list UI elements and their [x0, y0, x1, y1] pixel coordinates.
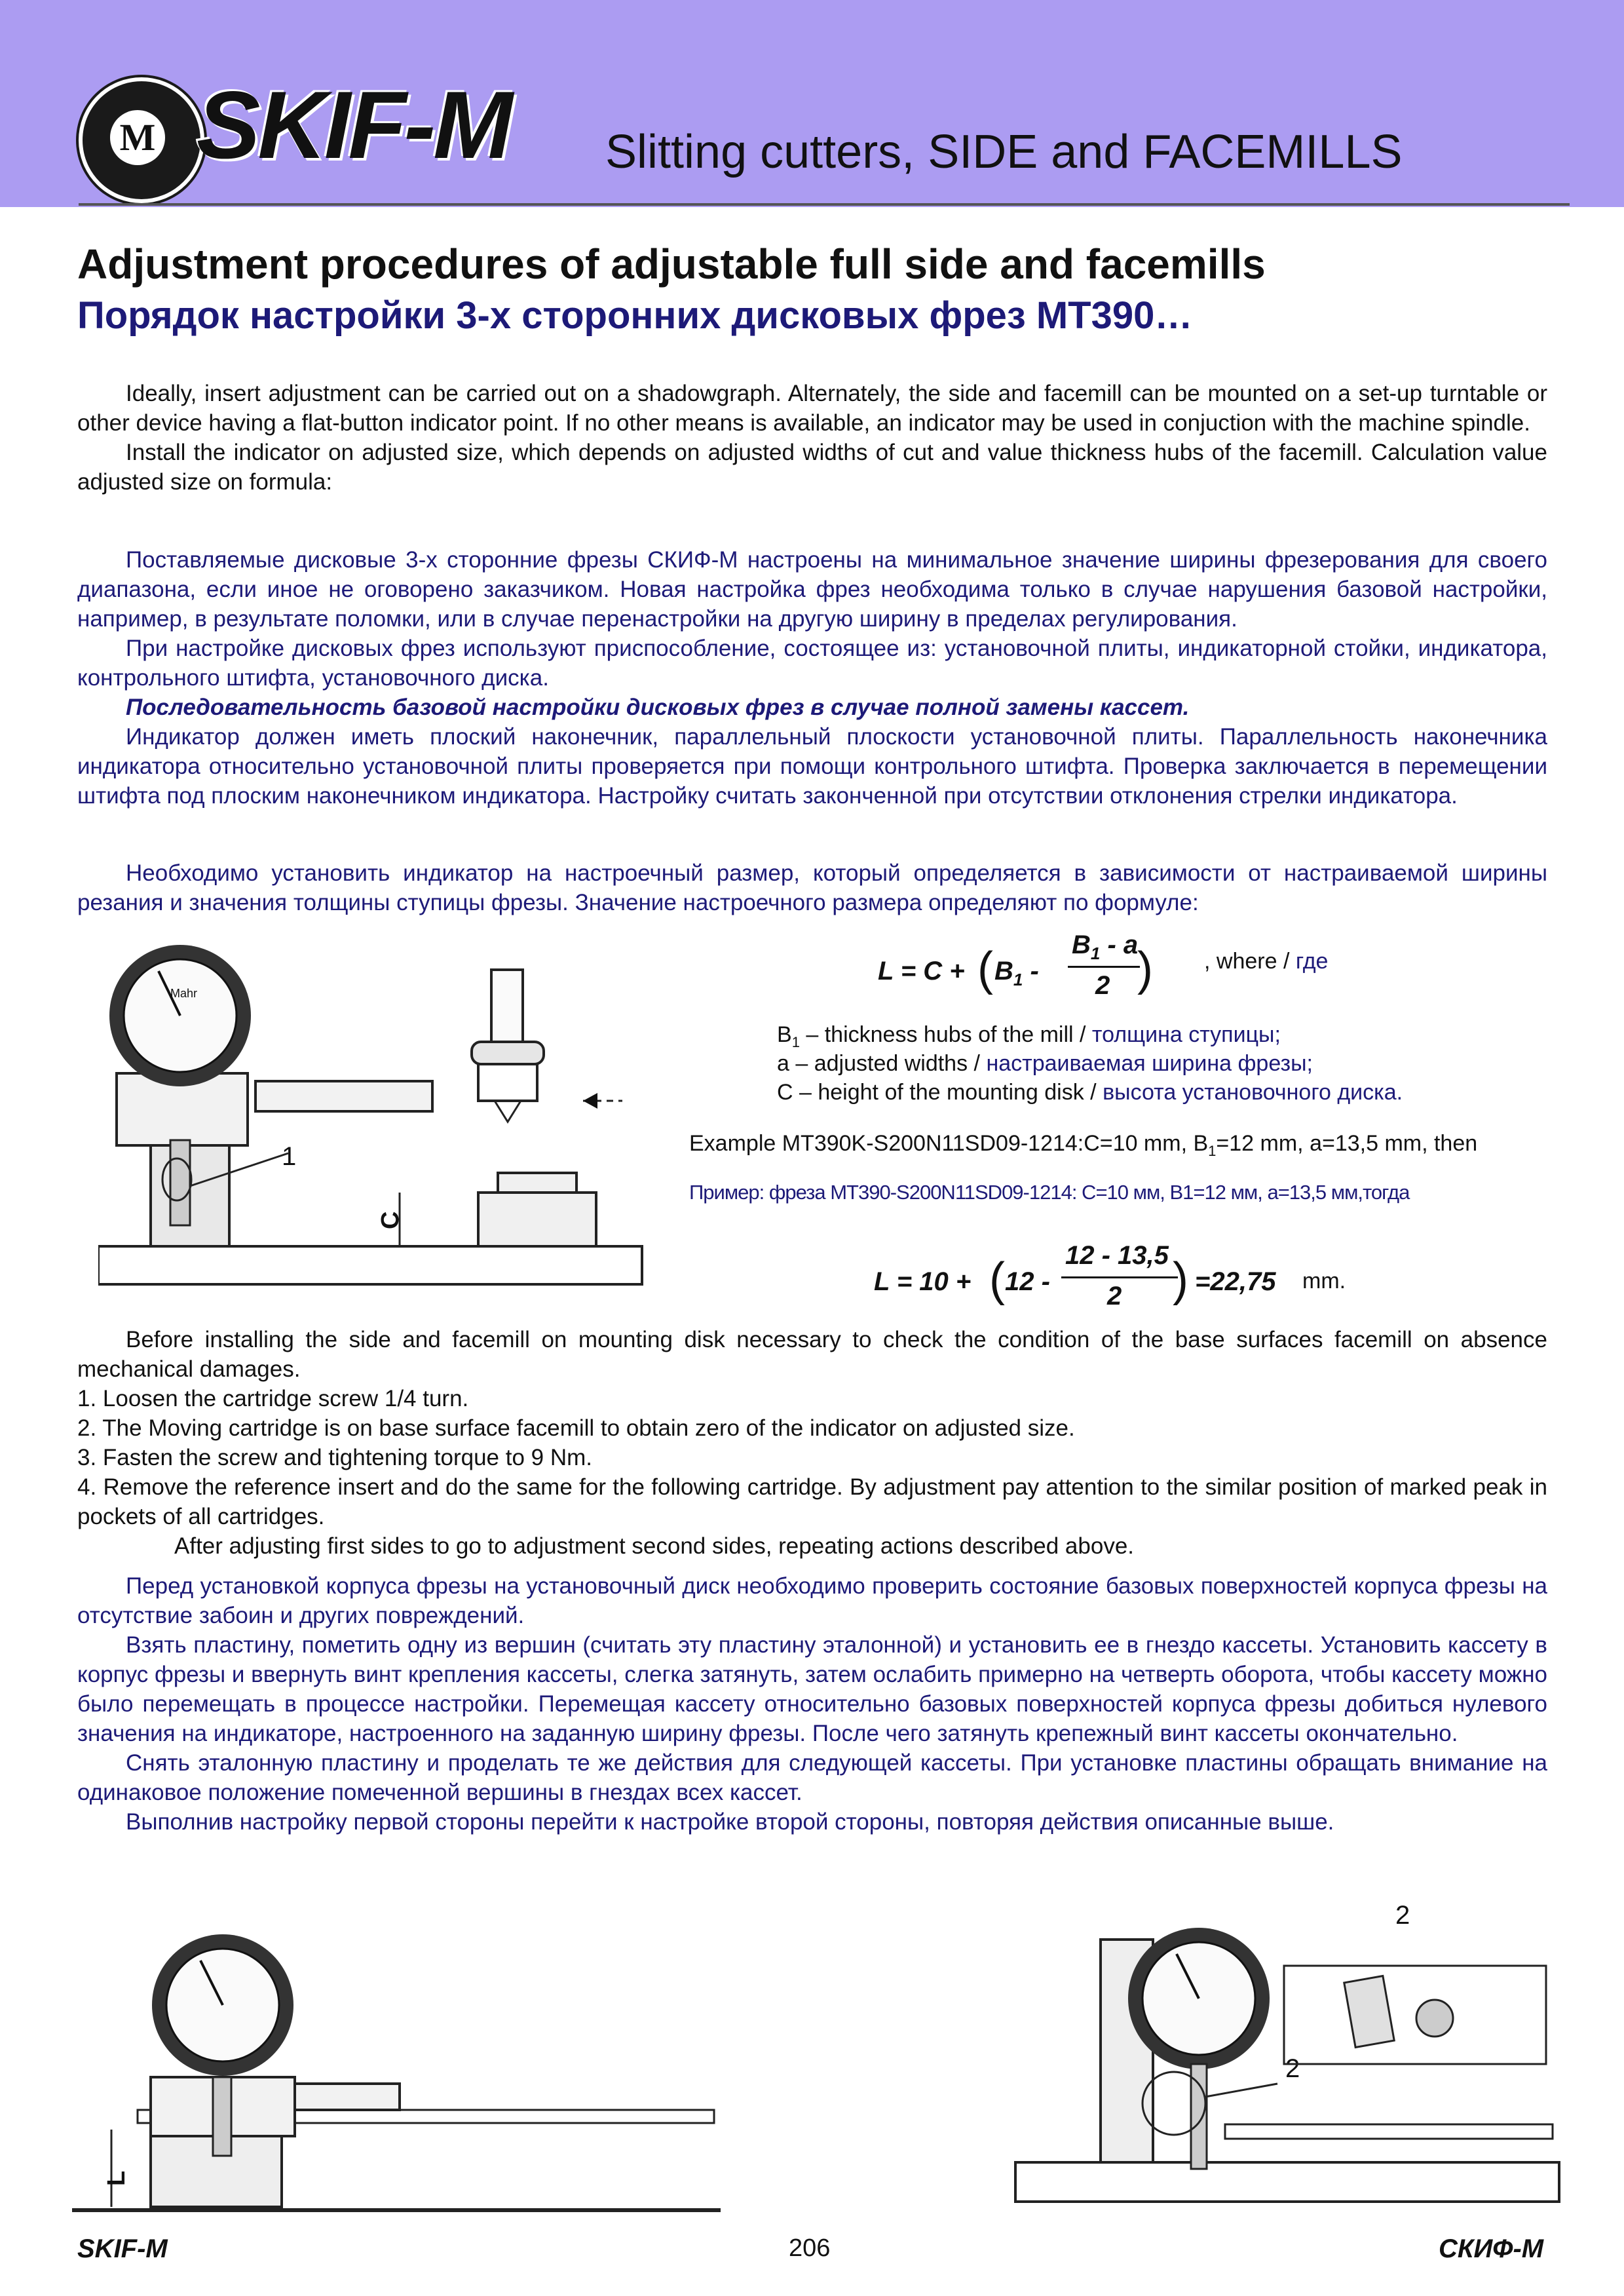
formula-num-sub: 1 — [1090, 944, 1101, 963]
page-title-ru: Порядок настройки 3-х сторонних дисковых фрез MT390… — [77, 294, 1193, 337]
spindle-collar — [472, 1042, 544, 1064]
intro-en-paragraph: Install the indicator on adjusted size, which depends on adjusted widths of cut and value thickness hubs of the facemill. Calculation value adjusted size on formula: — [77, 440, 1547, 495]
example-formula-lhs: L = 10 + — [874, 1267, 972, 1296]
arrow-head — [583, 1093, 597, 1109]
step-item: 4. Remove the reference insert and do the same for the following cartridge. By adjustment pay attention to the similar position of marked peak in pockets of all cartridges. — [77, 1474, 1547, 1529]
definition-ru: высота установочного диска. — [1103, 1080, 1403, 1105]
definition-symbol: B — [777, 1022, 792, 1047]
dimension-c-label: C — [377, 1211, 404, 1229]
steps-en-outro: After adjusting first sides to go to adjustment second sides, repeating actions described above. — [174, 1533, 1135, 1559]
example-ru: Пример: фреза MT390-S200N11SD09-1214: С=10 мм, В1=12 мм, а=13,5 мм,тогда — [689, 1181, 1410, 1204]
example-formula-num: 12 - 13,5 — [1065, 1241, 1169, 1270]
step-item: 2. The Moving cartridge is on base surface facemill to obtain zero of the indicator on adjusted size. — [77, 1415, 1075, 1441]
setup-figure-3 — [1002, 1887, 1566, 2215]
figure-2-baseline — [72, 2208, 721, 2212]
steps-ru-paragraph: Выполнив настройку первой стороны перейти к настройке второй стороны, повторяя действия описанные выше. — [126, 1809, 1334, 1835]
steps-en-intro: Before installing the side and facemill on mounting disk necessary to check the condition of the base surfaces facemill on absence mechanical damages. — [77, 1327, 1547, 1382]
example-formula-unit: mm. — [1302, 1269, 1346, 1293]
indicator-stem-2 — [213, 2077, 231, 2156]
intro-en-block — [77, 379, 1547, 497]
callout-2-label-lower: 2 — [1285, 2054, 1300, 2083]
definition-symbol: a — [777, 1051, 789, 1076]
facemill-body — [1225, 2124, 1553, 2139]
example-fraction-bar — [1061, 1276, 1178, 1278]
formula-where-ru: где — [1289, 949, 1329, 974]
page-number: 206 — [789, 2234, 831, 2262]
definition-b1 — [777, 1022, 1281, 1051]
definition-symbol-sub: 1 — [791, 1033, 800, 1050]
callout-line-2a — [1205, 2084, 1277, 2097]
example-formula-result: =22,75 — [1195, 1267, 1276, 1296]
steps-ru-paragraph: Снять эталонную пластину и проделать те же действия для следующей кассеты. При установке пластины обращать внимание на одинаковое положение помеченной вершины в гнездах всех кассет. — [77, 1750, 1547, 1805]
clamp-arm-2 — [295, 2084, 400, 2110]
callout-2-label-upper: 2 — [1395, 1901, 1410, 1930]
clamp-arm — [255, 1081, 432, 1111]
logo-mark: M — [110, 110, 165, 165]
intro-ru-paragraph: Поставляемые дисковые 3-х сторонние фрезы СКИФ-М настроены на минимальное значение ширины фрезерования для своего диапазона, если иное не оговорено заказчиком. Новая настройка фрез необходима только в случае нарушения базовой настройки, например, в результате поломки, или в случае перенастройки на другую ширину в пределах регулирования. — [77, 547, 1547, 632]
header-rule — [79, 203, 1570, 206]
formula-num-b: B — [1072, 930, 1091, 959]
base-plate — [98, 1246, 642, 1284]
intro-ru-paragraph: При настройке дисковых фрез используют приспособление, состоящее из: установочной плиты, индикаторной стойки, индикатора, контрольного штифта, установочного диска. — [77, 636, 1547, 691]
disk-top — [498, 1173, 576, 1193]
dial-brand: Mahr — [170, 987, 198, 1000]
formula-b1: B — [994, 957, 1013, 985]
example-formula-first: 12 - — [1005, 1267, 1050, 1296]
formula-where — [1204, 949, 1328, 974]
spindle-body — [478, 1064, 537, 1101]
formula — [878, 930, 1153, 1003]
formula-num-rest: - a — [1100, 930, 1139, 959]
indicator-stem — [170, 1140, 190, 1225]
example-en — [689, 1131, 1477, 1160]
example-formula — [874, 1241, 1372, 1316]
definition-en: – height of the mounting disk / — [793, 1080, 1103, 1105]
logo-text: SKIF-M — [197, 71, 510, 178]
definition-ru: толщина ступицы; — [1091, 1022, 1281, 1047]
example-close-paren: ) — [1173, 1253, 1188, 1306]
step-item: 3. Fasten the screw and tightening torque to 9 Nm. — [77, 1445, 592, 1470]
detail-view — [1284, 1966, 1546, 2064]
ru-indicator-paragraph: Индикатор должен иметь плоский наконечник, параллельный плоскости установочной плиты. Параллельность наконечника индикатора относительно установочной плиты проверяется при помощи контрольного штифта. Проверка заключается в перемещении штифта под плоским наконечником индикатора. Настройку считать законченной при отсутствии отклонения стрелки индикатора. — [77, 724, 1547, 809]
page-title-en: Adjustment procedures of adjustable full side and facemills — [77, 240, 1266, 288]
callout-1-label: 1 — [282, 1142, 297, 1171]
formula-close-paren: ) — [1137, 943, 1153, 995]
intro-en-paragraph: Ideally, insert adjustment can be carried out on a shadowgraph. Alternately, the side and facemill can be mounted on a set-up turntable or other device having a flat-button indicator point. If no other means is available, an indicator may be used in conjuction with the machine spindle. — [77, 381, 1547, 436]
dimension-l-label: L — [103, 2170, 130, 2186]
cartridge-detail — [1344, 1976, 1394, 2048]
formula-lhs: L = C + — [878, 957, 965, 985]
formula-b1-sub: 1 — [1013, 970, 1023, 989]
step-item: 1. Loosen the cartridge screw 1/4 turn. — [77, 1386, 469, 1411]
steps-ru-block — [77, 1571, 1547, 1837]
steps-en-block — [77, 1325, 1547, 1561]
example-open-paren: ( — [989, 1253, 1005, 1306]
footer-brand-ru: СКИФ-М — [1439, 2234, 1544, 2263]
steps-ru-paragraph: Взять пластину, пометить одну из вершин (считать эту пластину эталонной) и установить ее в гнездо кассеты. Установить кассету в корпус фрезы и ввернуть винт крепления кассеты, слегка затянуть, затем ослабить примерно на четверть оборота, чтобы кассету можно было перемещать в процессе настройки. Перемещая кассету относительно базовых поверхностей корпуса фрезы добиться нулевого значения на индикаторе, настроенного на заданную ширину фрезы. После чего затянуть крепежный винт кассеты окончательно. — [77, 1632, 1547, 1746]
mounting-disk — [478, 1193, 596, 1246]
formula-fraction-bar — [1068, 966, 1140, 968]
formula-minus: - — [1023, 957, 1039, 985]
setup-figure-1 — [98, 944, 655, 1297]
insert-detail — [1416, 2000, 1453, 2037]
example-en-pre: Example MT390K-S200N11SD09-1214:C=10 mm, B — [689, 1131, 1209, 1156]
ru-subheading: Последовательность базовой настройки дисковых фрез в случае полной замены кассет. — [126, 695, 1190, 720]
setup-figure-2 — [72, 1887, 727, 2215]
example-formula-den: 2 — [1107, 1282, 1122, 1311]
definition-symbol: C — [777, 1080, 793, 1105]
formula-where-en: , where / — [1204, 949, 1290, 974]
definition-en: – thickness hubs of the mill / — [799, 1022, 1092, 1047]
definition-c — [777, 1080, 1403, 1105]
definition-a — [777, 1051, 1313, 1077]
definition-en: – adjusted widths / — [789, 1051, 987, 1076]
ru-formula-intro: Необходимо установить индикатор на настроечный размер, который определяется в зависимости от настраиваемой ширины резания и значения толщины ступицы фрезы. Значение настроечного размера определяют по формуле: — [77, 860, 1547, 915]
intro-ru-block — [77, 545, 1547, 811]
footer-brand-en: SKIF-M — [77, 2234, 168, 2263]
steps-ru-paragraph: Перед установкой корпуса фрезы на установочный диск необходимо проверить состояние базовых поверхностей корпуса фрезы на отсутствие забоин и других повреждений. — [77, 1573, 1547, 1628]
formula-open-paren: ( — [977, 943, 993, 995]
header-title: Slitting cutters, SIDE and FACEMILLS — [605, 126, 1403, 178]
example-en-post: =12 mm, a=13,5 mm, then — [1216, 1131, 1478, 1156]
example-en-sub: 1 — [1208, 1142, 1217, 1159]
spindle-tip — [495, 1101, 521, 1122]
formula-den: 2 — [1095, 971, 1110, 1000]
base-plate-3 — [1015, 2162, 1559, 2202]
definition-ru: настраиваемая ширина фрезы; — [986, 1051, 1313, 1076]
